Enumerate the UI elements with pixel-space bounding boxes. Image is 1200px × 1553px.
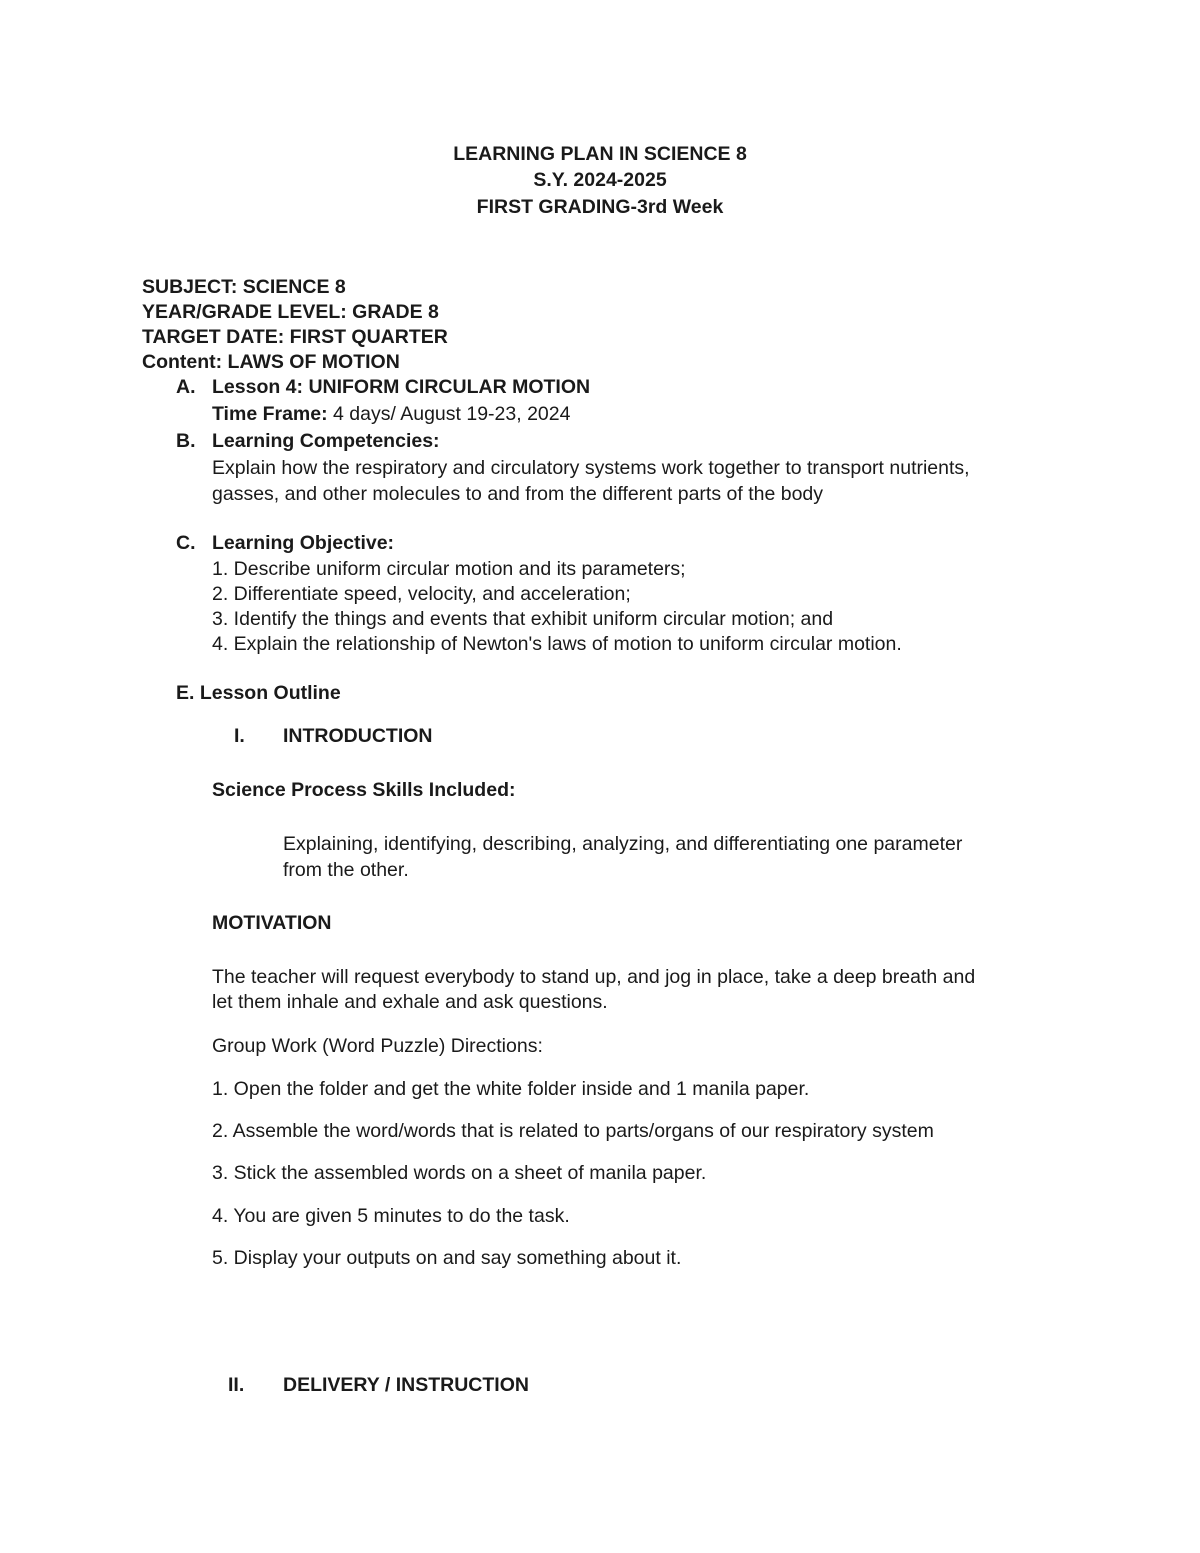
objective-item: 3. Identify the things and events that exhibit uniform circular motion; and	[212, 608, 834, 630]
motivation-line: The teacher will request everybody to stand up, and jog in place, take a deep breath and	[212, 966, 976, 988]
direction-step: 4. You are given 5 minutes to do the task.	[212, 1205, 570, 1227]
time-frame-line	[212, 401, 570, 427]
subject-line: SUBJECT: SCIENCE 8	[142, 276, 346, 298]
direction-step: 3. Stick the assembled words on a sheet of manila paper.	[212, 1162, 707, 1184]
competency-line: Explain how the respiratory and circulatory systems work together to transport nutrients,	[212, 457, 970, 479]
skills-line: from the other.	[283, 859, 409, 881]
delivery-numeral: II.	[228, 1374, 245, 1396]
competency-line: gasses, and other molecules to and from the different parts of the body	[212, 483, 824, 505]
group-work-heading: Group Work (Word Puzzle) Directions:	[212, 1035, 543, 1057]
document-title: LEARNING PLAN IN SCIENCE 8	[453, 143, 747, 165]
direction-step: 2. Assemble the word/words that is related to parts/organs of our respiratory system	[212, 1120, 934, 1142]
time-frame-value: 4 days/ August 19-23, 2024	[327, 403, 571, 425]
objective-item: 4. Explain the relationship of Newton's laws of motion to uniform circular motion.	[212, 633, 902, 655]
time-frame-label: Time Frame:	[212, 403, 328, 425]
direction-step: 1. Open the folder and get the white folder inside and 1 manila paper.	[212, 1078, 810, 1100]
section-b-letter: B.	[176, 430, 196, 452]
delivery-heading: DELIVERY / INSTRUCTION	[283, 1374, 529, 1396]
introduction-numeral: I.	[234, 725, 245, 747]
skills-heading: Science Process Skills Included:	[212, 779, 516, 801]
objective-item: 1. Describe uniform circular motion and its parameters;	[212, 558, 686, 580]
motivation-heading: MOTIVATION	[212, 912, 332, 934]
objective-item: 2. Differentiate speed, velocity, and acceleration;	[212, 583, 631, 605]
grading-period: FIRST GRADING-3rd Week	[476, 196, 724, 218]
motivation-line: let them inhale and exhale and ask questions.	[212, 991, 608, 1013]
section-b-heading: Learning Competencies:	[212, 430, 440, 452]
section-c-letter: C.	[176, 532, 196, 554]
section-e-heading: E. Lesson Outline	[176, 682, 341, 704]
target-date-line: TARGET DATE: FIRST QUARTER	[142, 326, 448, 348]
section-c-heading: Learning Objective:	[212, 532, 395, 554]
direction-step: 5. Display your outputs on and say something about it.	[212, 1247, 682, 1269]
section-a-letter: A.	[176, 376, 196, 398]
introduction-heading: INTRODUCTION	[283, 725, 433, 747]
skills-line: Explaining, identifying, describing, analyzing, and differentiating one parameter	[283, 833, 963, 855]
grade-level-line: YEAR/GRADE LEVEL: GRADE 8	[142, 301, 439, 323]
section-a-heading: Lesson 4: UNIFORM CIRCULAR MOTION	[212, 376, 591, 398]
school-year: S.Y. 2024-2025	[533, 169, 667, 191]
content-line: Content: LAWS OF MOTION	[142, 351, 400, 373]
